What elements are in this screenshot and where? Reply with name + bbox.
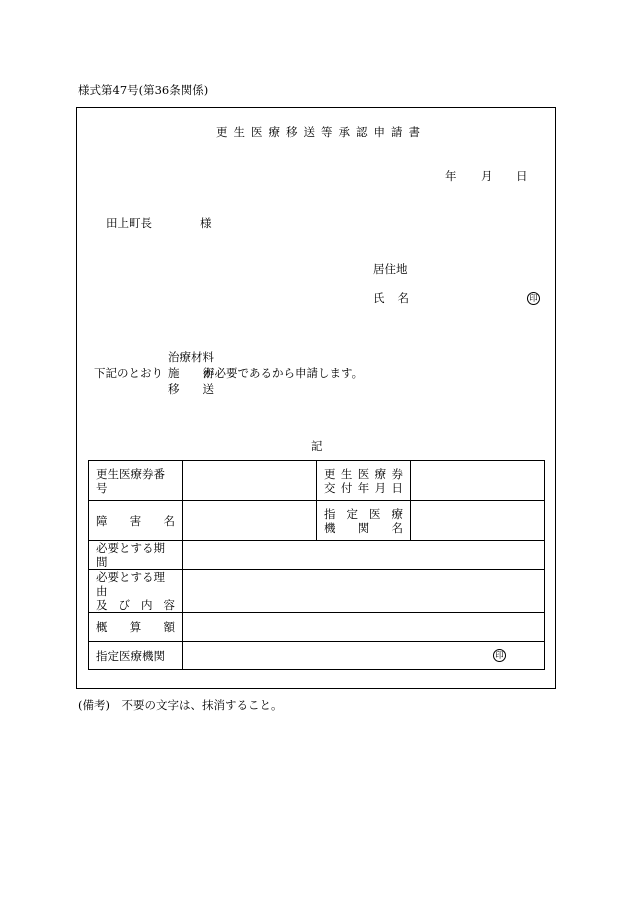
date-year-label: 年	[445, 169, 457, 183]
label-char: 療	[391, 506, 403, 521]
name-label	[373, 293, 409, 305]
label-char: 生	[340, 466, 353, 481]
title-char: 書	[408, 125, 420, 139]
label-char: 医	[357, 466, 370, 481]
address-label: 居住地	[373, 262, 408, 276]
title-char: 請	[391, 125, 403, 139]
label-char: 年	[357, 480, 370, 495]
label-char: 障	[96, 513, 108, 528]
ticket-issue-date-value[interactable]	[411, 461, 545, 501]
applicant-seal-icon: 印	[527, 292, 540, 305]
request-lead: 下記のとおり	[94, 366, 163, 380]
label-char: 指	[324, 506, 336, 521]
table-row	[89, 642, 545, 670]
name-label-char: 氏	[373, 291, 385, 305]
label-char: 月	[374, 480, 387, 495]
reason-and-content-label	[89, 570, 183, 613]
title-char: 等	[321, 125, 333, 139]
reason-label-line2	[96, 598, 175, 612]
medical-ticket-number-label: 更生医療券番号	[89, 461, 183, 501]
date-day-label: 日	[516, 169, 528, 183]
table-row	[89, 461, 545, 501]
title-char: 療	[268, 125, 280, 139]
label-char: び	[118, 598, 130, 612]
ticket-issue-date-label	[317, 461, 411, 501]
table-row	[89, 570, 545, 613]
required-period-value[interactable]	[183, 541, 545, 570]
designated-institution-name-label	[317, 501, 411, 541]
table-row	[89, 541, 545, 570]
label-char: 害	[129, 513, 142, 528]
designated-institution-value[interactable]	[183, 642, 545, 670]
reason-label-line1: 必要とする理由	[96, 570, 165, 598]
label-char: 容	[163, 598, 175, 612]
label-char: 及	[96, 598, 108, 612]
name-label-char: 名	[397, 291, 409, 305]
label-char: 付	[340, 480, 353, 495]
request-option-transport: 移 送	[168, 382, 214, 396]
disability-name-label	[89, 501, 183, 541]
medical-ticket-number-value[interactable]	[183, 461, 317, 501]
form-title	[216, 127, 420, 139]
title-char: 承	[338, 125, 350, 139]
remarks-note: (備考) 不要の文字は、抹消すること。	[78, 698, 283, 712]
label-char: 定	[346, 506, 358, 521]
title-char: 申	[373, 125, 385, 139]
addressee-honorific: 様	[200, 216, 212, 230]
institution-seal-icon: 印	[493, 649, 506, 662]
title-char: 認	[356, 125, 368, 139]
title-char: 送	[303, 125, 315, 139]
request-option-materials: 治療材料	[168, 350, 214, 364]
addressee-name: 田上町長	[106, 216, 152, 230]
estimated-amount-value[interactable]	[183, 613, 545, 642]
label-char: 更	[324, 466, 336, 481]
title-char: 移	[286, 125, 298, 139]
label-char: 関	[357, 520, 370, 535]
request-option-treatment: 施 術	[168, 366, 214, 380]
estimated-amount-label	[89, 613, 183, 642]
form-number: 様式第47号(第36条関係)	[78, 83, 209, 97]
details-table	[88, 460, 545, 670]
table-row	[89, 613, 545, 642]
table-row	[89, 501, 545, 541]
label-char: 内	[141, 598, 153, 612]
label-char: 交	[324, 480, 336, 495]
designated-institution-label: 指定医療機関	[89, 642, 183, 670]
label-char: 額	[163, 620, 175, 634]
disability-name-value[interactable]	[183, 501, 317, 541]
designated-institution-name-value[interactable]	[411, 501, 545, 541]
required-period-label: 必要とする期間	[89, 541, 183, 570]
label-char: 医	[369, 506, 381, 521]
ki-label: 記	[311, 439, 323, 453]
title-char: 医	[251, 125, 263, 139]
label-char: 名	[391, 520, 403, 535]
title-char: 生	[233, 125, 245, 139]
title-char: 更	[216, 125, 228, 139]
label-char: 名	[163, 513, 175, 528]
label-char: 療	[374, 466, 387, 481]
label-char: 券	[391, 466, 403, 481]
label-char: 機	[324, 520, 336, 535]
label-char: 算	[129, 620, 142, 634]
label-char: 概	[96, 620, 108, 634]
date-month-label: 月	[481, 169, 493, 183]
request-tail: が必要であるから申請します。	[203, 366, 364, 380]
label-char: 日	[391, 480, 403, 495]
reason-and-content-value[interactable]	[183, 570, 545, 613]
